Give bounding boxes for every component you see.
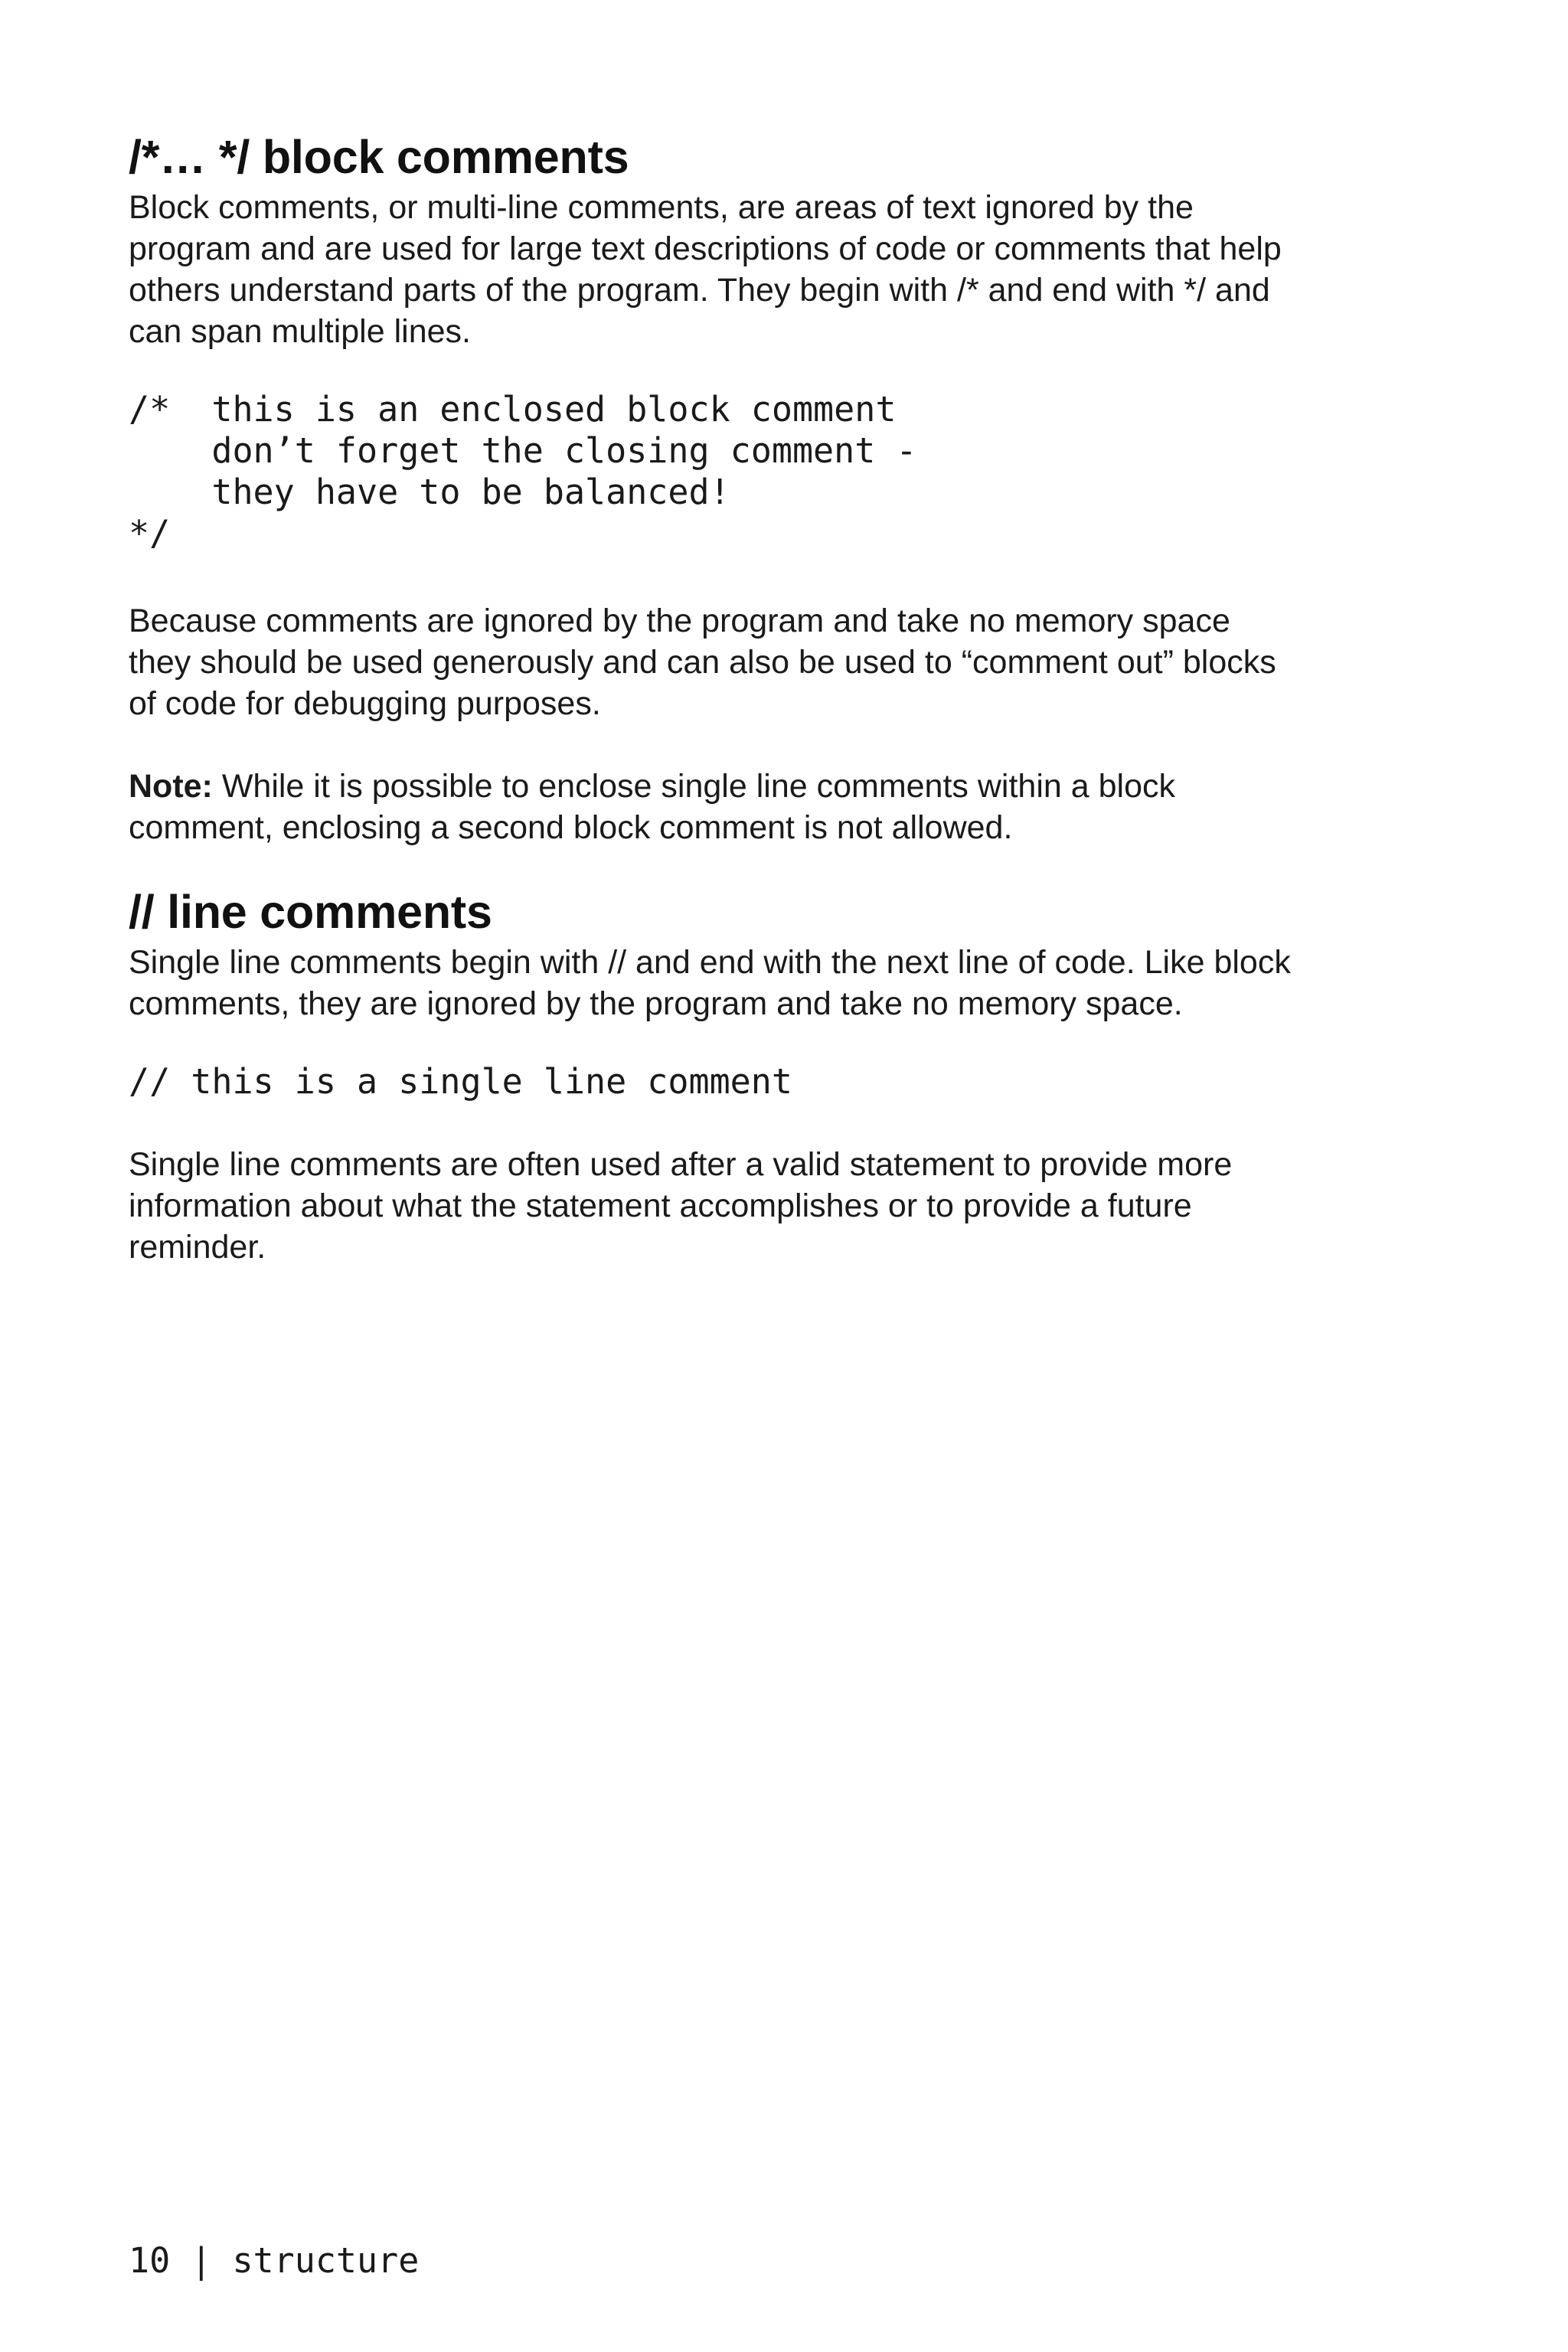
line-comments-intro [129, 942, 1291, 1024]
code-line: don’t forget the closing comment - [129, 430, 917, 471]
page-footer: 10 | structure [129, 2240, 420, 2281]
block-comments-intro [129, 187, 1282, 352]
note-line [129, 766, 1175, 807]
line-comments-usage [129, 1144, 1232, 1268]
code-line: // this is a single line comment [129, 1061, 792, 1102]
paragraph-line: of code for debugging purposes. [129, 685, 601, 722]
block-comment-code-example [129, 389, 917, 554]
note-line: comment, enclosing a second block comment is not allowed. [129, 809, 1013, 846]
paragraph-line: Because comments are ignored by the program and take no memory space [129, 603, 1230, 639]
paragraph-line: Single line comments are often used after a valid statement to provide more [129, 1146, 1233, 1183]
block-comments-heading: /*… */ block comments [129, 131, 629, 183]
paragraph-line: information about what the statement accomplishes or to provide a future [129, 1187, 1192, 1224]
document-page [129, 0, 1446, 2352]
note-paragraph [129, 766, 1175, 848]
paragraph-line: they should be used generously and can also be used to “comment out” blocks [129, 644, 1276, 681]
line-comment-code-example [129, 1061, 792, 1102]
note-text: While it is possible to enclose single line comments within a block [212, 768, 1175, 805]
paragraph-line: reminder. [129, 1229, 266, 1266]
code-line: */ [129, 513, 171, 554]
code-line: /* this is an enclosed block comment [129, 389, 897, 430]
paragraph-line: program and are used for large text descriptions of code or comments that help [129, 230, 1282, 267]
paragraph-line: comments, they are ignored by the program and take no memory space. [129, 985, 1183, 1022]
code-line: they have to be balanced! [129, 472, 730, 512]
paragraph-line: others understand parts of the program. They begin with /* and end with */ and [129, 272, 1270, 309]
note-label: Note: [129, 768, 213, 805]
line-comments-heading: // line comments [129, 886, 492, 938]
comments-usage-paragraph [129, 600, 1276, 724]
paragraph-line: can span multiple lines. [129, 313, 471, 350]
paragraph-line: Block comments, or multi-line comments, are areas of text ignored by the [129, 189, 1194, 226]
paragraph-line: Single line comments begin with // and end with the next line of code. Like block [129, 944, 1291, 981]
